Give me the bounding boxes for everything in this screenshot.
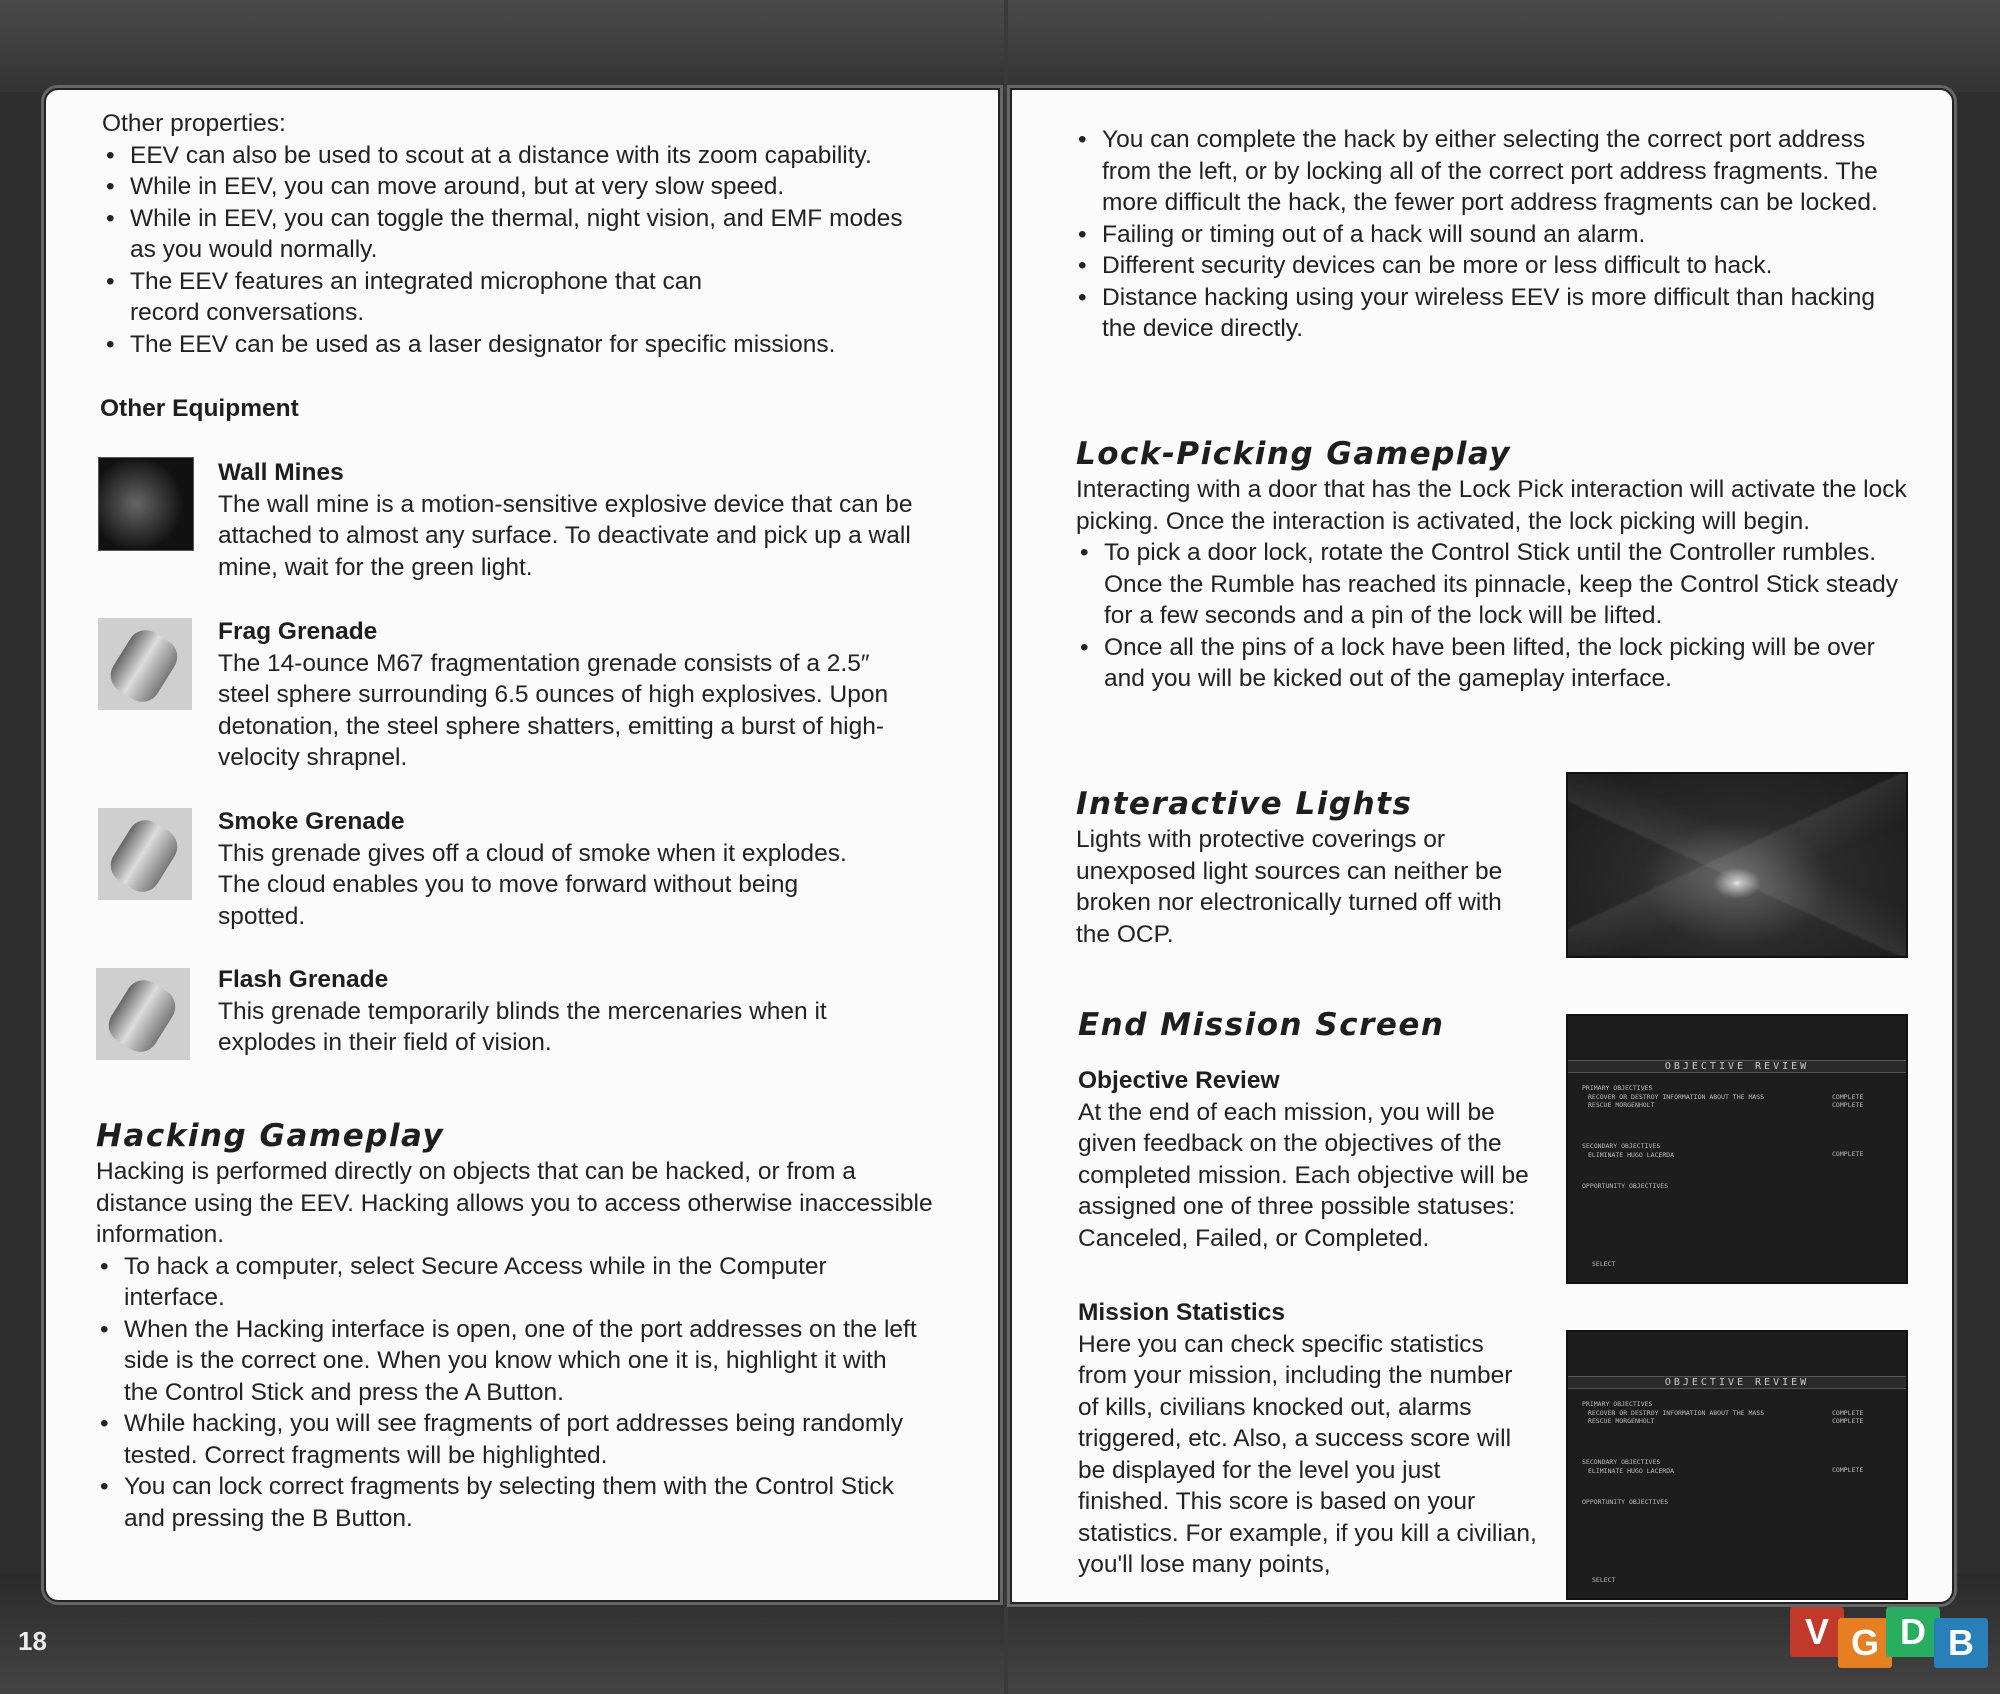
- equipment-frag-grenade: [218, 616, 898, 774]
- screen-status: COMPLETE: [1832, 1466, 1864, 1474]
- screen-secondary-1: ELIMINATE HUGO LACERDA: [1588, 1151, 1675, 1159]
- list-item: • The EEV features an integrated microphone that can record conversations.: [102, 266, 770, 329]
- other-properties-heading: Other properties:: [102, 110, 286, 137]
- screen-primary-1: RECOVER OR DESTROY INFORMATION ABOUT THE MASS: [1588, 1093, 1765, 1101]
- spacer: [1078, 1045, 1558, 1065]
- logo-letter: B: [1934, 1618, 1988, 1668]
- equipment-wall-mines: [218, 457, 918, 583]
- interactive-lights-section: [1076, 784, 1526, 950]
- logo-letter: V: [1790, 1607, 1844, 1657]
- list-item: • To hack a computer, select Secure Access while in the Computer interface.: [96, 1251, 844, 1314]
- screen-select: SELECT: [1592, 1260, 1616, 1268]
- smoke-grenade-image: [98, 808, 192, 900]
- screen-secondary: SECONDARY OBJECTIVES: [1582, 1142, 1661, 1150]
- other-properties-section: [102, 108, 932, 360]
- screen-opportunity: OPPORTUNITY OBJECTIVES: [1582, 1498, 1669, 1506]
- page-number: 18: [18, 1626, 47, 1656]
- list-item: • Different security devices can be more or less difficult to hack.: [1074, 250, 1904, 282]
- screen-status: COMPLETE: [1832, 1409, 1864, 1417]
- list-item: • To pick a door lock, rotate the Control Stick until the Controller rumbles. Once the Rumble has reached its pinnacle, keep the Control Stick steady for a few seconds and a pin of the lock will be lifted.: [1076, 537, 1916, 632]
- other-equipment-heading: Other Equipment: [100, 395, 299, 422]
- hacking-continued: [1074, 124, 1904, 345]
- mission-statistics-section: [1078, 1297, 1538, 1581]
- logo-letter: G: [1838, 1618, 1892, 1668]
- screen-primary-2: RESCUE MORGENHOLT: [1588, 1101, 1655, 1109]
- light-screenshot: [1566, 772, 1908, 958]
- list-item: • Once all the pins of a lock have been lifted, the lock picking will be over and you will be kicked out of the gameplay interface.: [1076, 632, 1894, 695]
- equipment-name: Wall Mines: [218, 459, 344, 486]
- mission-statistics-heading: Mission Statistics: [1078, 1299, 1285, 1326]
- objective-review-text: At the end of each mission, you will be given feedback on the objectives of the completed mission. Each objective will be assigned one of three possible statuses: Canceled, Failed, or Completed.: [1078, 1098, 1529, 1252]
- top-bar: [0, 0, 1004, 92]
- hacking-heading: Hacking Gameplay: [96, 1118, 445, 1154]
- equipment-desc: The wall mine is a motion-sensitive explosive device that can be attached to almost any surface. To deactivate and pick up a wall mine, wait for the green light.: [218, 490, 913, 581]
- list-item: • EEV can also be used to scout at a distance with its zoom capability.: [102, 140, 932, 172]
- hacking-intro: Hacking is performed directly on objects that can be hacked, or from a distance using the EEV. Hacking allows you to access otherwise inaccessible information.: [96, 1158, 933, 1248]
- list-item: • While hacking, you will see fragments of port addresses being randomly tested. Correct fragments will be highlighted.: [96, 1408, 924, 1471]
- equipment-smoke-grenade: [218, 806, 858, 932]
- frag-grenade-image: [98, 618, 192, 710]
- hacking-continued-list: [1074, 124, 1904, 345]
- list-item: • Failing or timing out of a hack will sound an alarm.: [1074, 219, 1904, 251]
- hacking-section: [96, 1116, 936, 1534]
- list-item: • While in EEV, you can toggle the thermal, night vision, and EMF modes as you would normally.: [102, 203, 920, 266]
- interactive-lights-heading: Interactive Lights: [1076, 786, 1413, 822]
- lock-picking-intro: Interacting with a door that has the Lock Pick interaction will activate the lock picking. Once the interaction is activated, the lock picking will begin.: [1076, 476, 1907, 535]
- list-item: • You can complete the hack by either selecting the correct port address from the left, or by locking all of the correct port address fragments. The more difficult the hack, the fewer port address fragments can be locked.: [1074, 124, 1904, 219]
- end-mission-section: [1078, 1005, 1558, 1254]
- screen-secondary-1: ELIMINATE HUGO LACERDA: [1588, 1467, 1675, 1475]
- equipment-desc: The 14-ounce M67 fragmentation grenade consists of a 2.5″ steel sphere surrounding 6.5 ounces of high explosives. Upon detonation, the steel sphere shatters, emitting a burst of high-velocity shrapnel.: [218, 649, 889, 771]
- screen-status: COMPLETE: [1832, 1150, 1864, 1158]
- hacking-list: [96, 1251, 936, 1535]
- screen-select: SELECT: [1592, 1576, 1616, 1584]
- top-bar: [1008, 0, 2000, 92]
- screen-title: OBJECTIVE REVIEW: [1568, 1060, 1906, 1073]
- lock-picking-heading: Lock-Picking Gameplay: [1076, 436, 1512, 472]
- list-item: • Distance hacking using your wireless EEV is more difficult than hacking the device directly.: [1074, 282, 1882, 345]
- lock-picking-list: [1076, 537, 1916, 695]
- screen-secondary: SECONDARY OBJECTIVES: [1582, 1458, 1661, 1466]
- wall-mine-image: [98, 457, 194, 551]
- objective-review-heading: Objective Review: [1078, 1067, 1280, 1094]
- screen-primary: PRIMARY OBJECTIVES: [1582, 1084, 1653, 1092]
- screen-primary-2: RESCUE MORGENHOLT: [1588, 1417, 1655, 1425]
- screen-status: COMPLETE: [1832, 1417, 1864, 1425]
- list-item: • The EEV can be used as a laser designator for specific missions.: [102, 329, 932, 361]
- list-item: • When the Hacking interface is open, one of the port addresses on the left side is the correct one. When you know which one it is, highlight it with the Control Stick and press the A Button.: [96, 1314, 924, 1409]
- mission-statistics-text: Here you can check specific statistics from your mission, including the number of kills, civilians knocked out, alarms triggered, etc. Also, a success score will be displayed for the level you just finished. This score is based on your statistics. For example, if you kill a civilian, you'll lose many points,: [1078, 1330, 1537, 1578]
- equipment-desc: This grenade temporarily blinds the mercenaries when it explodes in their field of vision.: [218, 997, 827, 1056]
- mission-statistics-screenshot: [1566, 1330, 1908, 1600]
- equipment-name: Frag Grenade: [218, 618, 378, 645]
- equipment-desc: This grenade gives off a cloud of smoke when it explodes. The cloud enables you to move forward without being spotted.: [218, 839, 847, 930]
- screen-primary-1: RECOVER OR DESTROY INFORMATION ABOUT THE MASS: [1588, 1409, 1765, 1417]
- screen-primary: PRIMARY OBJECTIVES: [1582, 1400, 1653, 1408]
- logo-letter: D: [1886, 1607, 1940, 1657]
- screen-status: COMPLETE: [1832, 1093, 1864, 1101]
- screen-opportunity: OPPORTUNITY OBJECTIVES: [1582, 1182, 1669, 1190]
- screen-status: COMPLETE: [1832, 1101, 1864, 1109]
- interactive-lights-text: Lights with protective coverings or unexposed light sources can neither be broken nor electronically turned off with the OCP.: [1076, 826, 1503, 948]
- equipment-flash-grenade: [218, 964, 898, 1059]
- list-item: • While in EEV, you can move around, but at very slow speed.: [102, 171, 932, 203]
- equipment-name: Flash Grenade: [218, 966, 389, 993]
- end-mission-heading: End Mission Screen: [1078, 1007, 1445, 1043]
- flash-grenade-image: [96, 968, 190, 1060]
- lock-picking-section: [1076, 434, 1916, 695]
- equipment-name: Smoke Grenade: [218, 808, 405, 835]
- screen-title: OBJECTIVE REVIEW: [1568, 1376, 1906, 1389]
- list-item: • You can lock correct fragments by selecting them with the Control Stick and pressing the B Button.: [96, 1471, 924, 1534]
- other-properties-list: [102, 140, 932, 361]
- objective-review-screenshot: [1566, 1014, 1908, 1284]
